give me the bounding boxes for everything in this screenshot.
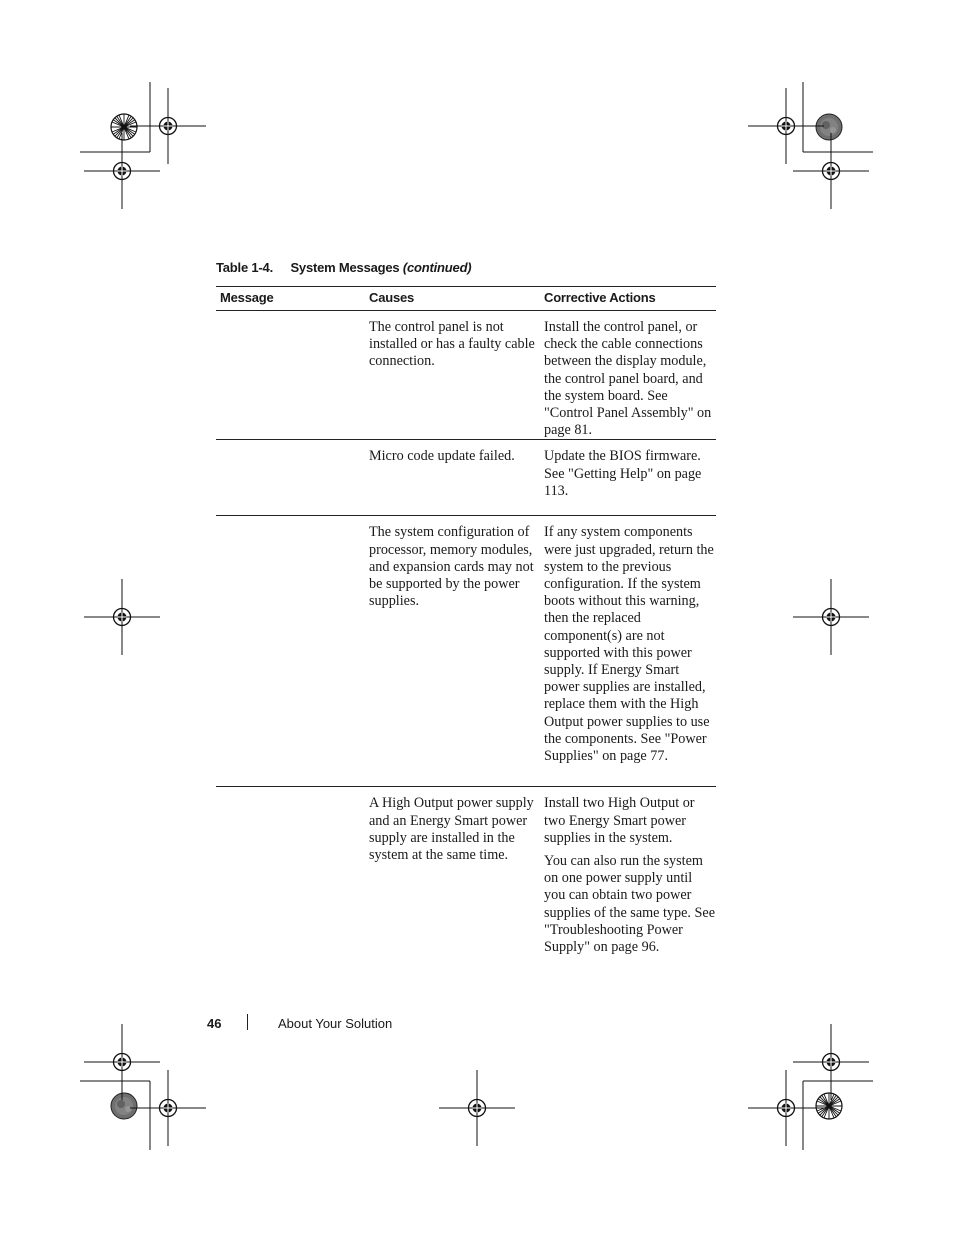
header-causes: Causes: [365, 287, 542, 311]
action-cell: [542, 311, 716, 440]
cause-cell: A High Output power supply and an Energy Smart power supply are installed in the system at the same time.: [369, 795, 534, 864]
table-caption-title: System Messages: [290, 260, 400, 275]
message-cell: [216, 516, 365, 787]
system-messages-table: [216, 286, 716, 956]
action-text: You can also run the system on one power supply until you can obtain two power supplies of the same type. See "Troubleshooting Power Supply" on page 96.: [544, 853, 715, 956]
table-caption-continued: (continued): [402, 260, 472, 275]
header-corrective-actions: Corrective Actions: [542, 287, 716, 311]
table-caption: [216, 260, 471, 275]
action-cell: [542, 440, 716, 516]
message-cell: [216, 311, 365, 440]
section-title: About Your Solution: [278, 1016, 393, 1031]
table-row: [216, 787, 716, 956]
table-row: [216, 440, 716, 516]
page-number: 46: [207, 1016, 222, 1031]
cause-cell: Micro code update failed.: [365, 440, 542, 516]
cause-cell: The control panel is not installed or has a faulty cable connection.: [365, 311, 542, 440]
table-row: [216, 516, 716, 787]
message-cell: [216, 440, 365, 516]
action-text: If any system components were just upgraded, return the system to the previous configuration. If the system boots without this warning, then the replaced component(s) are not supported with this power supply. If Energy Smart power supplies are installed, replace them with the High Output power supplies to use the components. See "Power Supplies" on page 77.: [544, 524, 714, 765]
table-row: [216, 311, 716, 440]
table-caption-label: Table 1-4.: [216, 260, 274, 275]
action-cell: [542, 516, 716, 787]
cause-cell: The system configuration of processor, memory modules, and expansion cards may not be supported by the power supplies.: [365, 516, 542, 787]
action-cell: [542, 787, 716, 956]
table-header-row: [216, 287, 716, 311]
action-text: Install two High Output or two Energy Smart power supplies in the system.: [544, 795, 695, 846]
header-message: Message: [216, 287, 365, 311]
footer-separator: [247, 1014, 248, 1030]
message-cell: [216, 787, 365, 956]
action-text: Update the BIOS firmware. See "Getting Help" on page 113.: [544, 448, 702, 499]
action-text: Install the control panel, or check the cable connections between the display module, the control panel board, and the system board. See "Control Panel Assembly" on page 81.: [544, 319, 712, 439]
